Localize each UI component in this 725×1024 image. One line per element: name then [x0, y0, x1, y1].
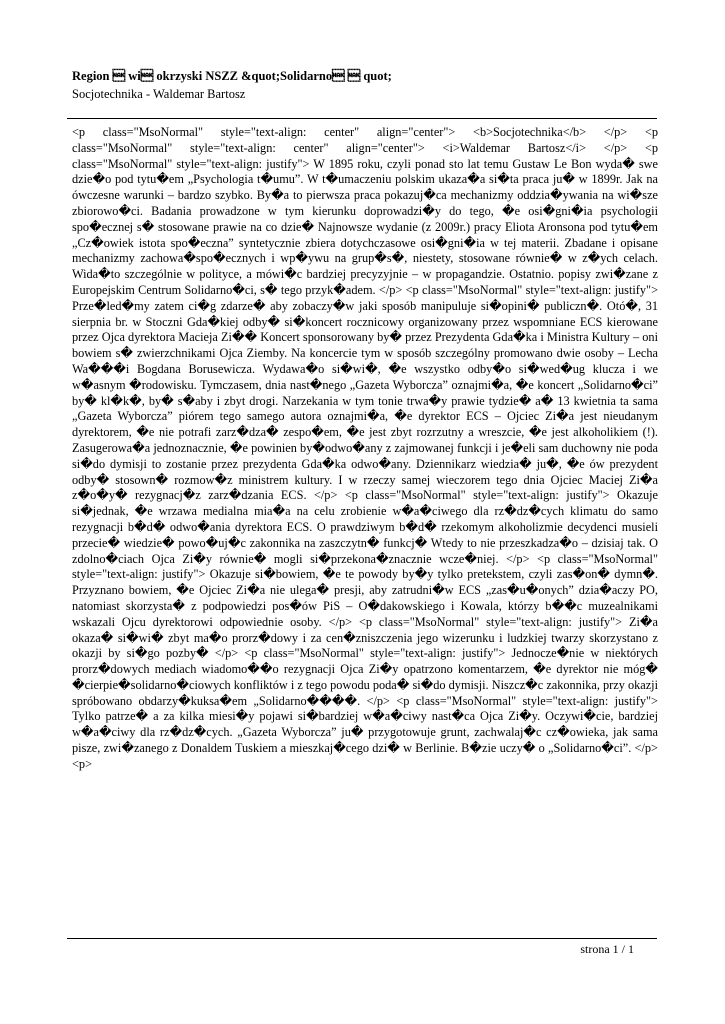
footer-divider: [67, 938, 657, 939]
header-divider: [67, 118, 657, 119]
page-header: [72, 68, 658, 102]
article-body: <p class="MsoNormal" style="text-align: center" align="center"> <b>Socjotechnika</b> </p> <p class="MsoNormal" style="text-align: center" align="center"> <i>Waldemar Bartosz</i> </p> <p class="MsoNormal" style="text-align: justify"> W 1895 roku, czyli ponad sto lat temu Gustaw Le Bon wyda� swe dzie�o pod tytu�em „Psychologia t�umu”. W t�umaczeniu polskim ukaza�a si�ta praca ju� w 1899r. Jak na ówczesne warunki – bardzo szybko. By�a to pierwsza praca pokazuj�ca mechanizmy oddzia�ywania na wi�sze zbiorowo�ci. Badania prowadzone w tym kierunku doprowadzi�y do tego, �e osi�gni�ia psychologii spo�ecznej s� stosowane prawie na co dzie� Najnowsze wydanie (z 2009r.) pracy Eliota Aronsona pod tytu�em „Cz�owiek istota spo�eczna” syntetycznie zbiera dotychczasowe osi�gni�ia w tej materii. Zbadane i opisane mechanizmy zachowa�spo�ecznych i wp�ywu na grup�s�, niestety, stosowane równie� w z�ych celach. Wida�to szczególnie w polityce, a mówi�c bardziej precyzyjnie – w propagandzie. Ostatnio. popisy zwi�zane z Europejskim Centrum Solidarno�ci, s� tego przyk�adem. </p> <p class="MsoNormal" style="text-align: justify"> Prze�led�my zatem ci�g zdarze� aby zobaczy�w jaki sposób manipuluje si�opini� publiczn�. Otó�, 31 sierpnia br. w Stoczni Gda�kiej odby� si�koncert rocznicowy organizowany przez wspomniane ECS kierowane przez Ojca dyrektora Macieja Zi�� Koncert sponsorowany by� przez Prezydenta Gda�ka i Ministra Kultury – oni bowiem s� zwierzchnikami Ojca Ziemby. Na koncercie tym w sposób szczególny promowano dwie osoby – Lecha Wa���i Bogdana Borusewicza. Wydawa�o si�wi�, �e wszystko odby�o si�wed�ug klucza i we w�asnym �rodowisku. Tymczasem, dnia nast�nego „Gazeta Wyborcza” oznajmi�a, �e koncert „Solidarno�ci” by� kl�k�, by� s�aby i zbyt drogi. Narzekania w tym tonie trwa�y prawie tydzie� a� 13 kwietnia ta sama „Gazeta Wyborcza” piórem tego samego autora oznajmi�a, �e dyrektor ECS – Ojciec Zi�a jest nieudanym dyrektorem, �e nie potrafi zarz�dza� zespo�em, �e jest zbyt rozrzutny a wreszcie, �e jest alkoholikiem (!). Zasugerowa�a jednoznacznie, �e powinien by�odwo�any z zajmowanej funkcji i je�eli sam duchowny nie poda si�do dymisji to zostanie przez prezydenta Gda�ka odwo�any. Dziennikarz wiedzia� ju�, �e ów prezydent odby� stosown� rozmow�z ministrem kultury. I w rzeczy samej wieczorem tego dnia Ojciec Maciej Zi�a z�o�y� rezygnacj�z zarz�dzania ECS. </p> <p class="MsoNormal" style="text-align: justify"> Okazuje si�jednak, �e wrzawa medialna mia�a na celu zrobienie w�a�ciwego dla rz�dz�cych klimatu do samo rezygnacji b�d� odwo�ania dyrektora ECS. O prawdziwym b�d� rzekomym alkoholizmie decydenci musieli przecie� wiedzie� powo�uj�c zakonnika na zaszczytn� funkcj� Wtedy to nie przeszkadza�o – dzisiaj tak. O zdolno�ciach Ojca Zi�y równie� mogli si�przekona�znacznie wcze�niej. </p> <p class="MsoNormal" style="text-align: justify"> Okazuje si�bowiem, �e te powody by�y tylko pretekstem, czyli zas�on� dymn�. Przyznano bowiem, �e Ojciec Zi�a nie ulega� presji, aby zatrudni�w ECS „zas�u�onych” dzia�aczy PO, natomiast skorzysta� z podpowiedzi pos�ów PiS – O�dakowskiego i Kowala, którzy b��c muzealnikami wskazali Ojcu dyrektorowi odpowiednie osoby. </p> <p class="MsoNormal" style="text-align: justify"> Zi�a okaza� si�wi� zbyt ma�o prorz�dowy i za cen�zniszczenia jego wizerunku i ludzkiej twarzy skorzystano z okazji by si�go pozby� </p> <p class="MsoNormal" style="text-align: justify"> Jednocze�nie w niektórych prorz�dowych mediach wiadomo��o rezygnacji Ojca Zi�y opatrzono komentarzem, �e dyrektor nie móg� �cierpie�solidarno�ciowych konfliktów i z tego powodu poda� si�do dymisji. Niszcz�c zakonnika, przy okazji spróbowano obdarzy�kuksa�em „Solidarno����. </p> <p class="MsoNormal" style="text-align: justify"> Tylko patrze� a za kilka miesi�y pojawi si�bardziej w�a�ciwy nast�ca Ojca Zi�y. Oczywi�cie, bardziej w�a�ciwy dla rz�dz�cych. „Gazeta Wyborcza” ju� przygotowuje grunt, zachwalaj�c cz�owieka, jak sama pisze, zwi�zanego z Donaldem Tuskiem a mieszkaj�cego dzi� w Berlinie. B�zie uczy� o „Solidarno�ci”. </p> <p>: [72, 125, 658, 771]
document-subtitle: Socjotechnika - Waldemar Bartosz: [72, 87, 246, 101]
document-title: Region  wi okrzyski NSZZ &quot;Solidarno  quot;: [72, 69, 392, 83]
page-number: strona 1 / 1: [580, 942, 634, 956]
